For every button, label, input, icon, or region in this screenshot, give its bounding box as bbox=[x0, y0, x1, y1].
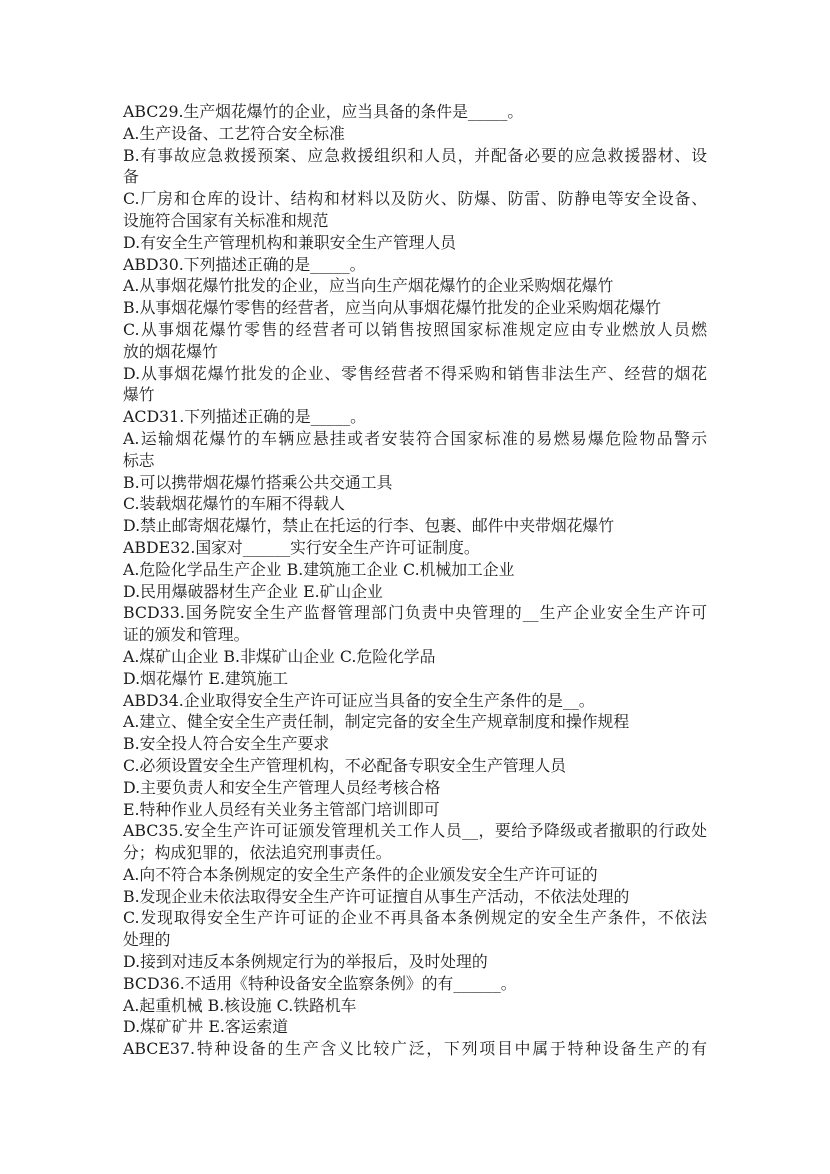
question-stem bbox=[123, 254, 707, 276]
answer-option-line: A.运输烟花爆竹的车辆应悬挂或者安装符合国家标准的易燃易爆危险物品警示 bbox=[123, 428, 707, 448]
question-stem bbox=[123, 101, 707, 123]
question-block bbox=[123, 101, 707, 254]
answer-option-line: A.起重机械 B.核设施 C.铁路机车 bbox=[123, 995, 357, 1015]
answer-option bbox=[123, 711, 707, 733]
answer-option bbox=[123, 515, 707, 537]
answer-option-line: 备 bbox=[123, 167, 139, 187]
answer-option bbox=[123, 472, 707, 494]
answer-option bbox=[123, 145, 707, 189]
question-block bbox=[123, 254, 707, 407]
answer-option-line: B.可以携带烟花爆竹搭乘公共交通工具 bbox=[123, 472, 393, 492]
answer-option bbox=[123, 907, 707, 951]
question-block bbox=[123, 690, 707, 821]
answer-option-line: D.主要负责人和安全生产管理人员经考核合格 bbox=[123, 777, 441, 797]
answer-option-line: B.从事烟花爆竹零售的经营者，应当向从事烟花爆竹批发的企业采购烟花爆竹 bbox=[123, 298, 661, 318]
answer-option bbox=[123, 493, 707, 515]
answer-option bbox=[123, 232, 707, 254]
question-stem-line: ABD34.企业取得安全生产许可证应当具备的安全生产条件的是__。 bbox=[123, 690, 595, 710]
question-stem-line: ABDE32.国家对______实行安全生产许可证制度。 bbox=[123, 537, 480, 557]
question-stem bbox=[123, 973, 707, 995]
question-stem bbox=[123, 820, 707, 864]
question-stem bbox=[123, 1038, 707, 1060]
answer-option-line: 设施符合国家有关标准和规范 bbox=[123, 210, 329, 230]
question-stem bbox=[123, 602, 707, 646]
document-page bbox=[123, 101, 707, 1060]
answer-option-line: 标志 bbox=[123, 450, 155, 470]
question-stem-line: ACD31.下列描述正确的是_____。 bbox=[123, 407, 366, 427]
answer-option-line: A.向不符合本条例规定的安全生产条件的企业颁发安全生产许可证的 bbox=[123, 864, 598, 884]
answer-option-line: A.危险化学品生产企业 B.建筑施工企业 C.机械加工企业 bbox=[123, 559, 515, 579]
answer-option bbox=[123, 428, 707, 472]
answer-option-line: D.从事烟花爆竹批发的企业、零售经营者不得采购和销售非法生产、经营的烟花 bbox=[123, 363, 707, 383]
question-stem-line: ABD30.下列描述正确的是_____。 bbox=[123, 254, 366, 274]
question-block bbox=[123, 537, 707, 602]
answer-option-line: D.煤矿矿井 E.客运索道 bbox=[123, 1017, 289, 1037]
question-block bbox=[123, 406, 707, 537]
answer-option bbox=[123, 864, 707, 886]
answer-option bbox=[123, 886, 707, 908]
answer-option bbox=[123, 297, 707, 319]
question-block bbox=[123, 1038, 707, 1060]
question-stem-line: 证的颁发和管理。 bbox=[123, 625, 250, 645]
answer-option bbox=[123, 275, 707, 297]
answer-option-line: B.有事故应急救援预案、应急救援组织和人员，并配备必要的应急救援器材、设 bbox=[123, 145, 707, 165]
answer-option bbox=[123, 188, 707, 232]
question-block bbox=[123, 820, 707, 973]
answer-option-line: B.安全投人符合安全生产要求 bbox=[123, 734, 330, 754]
answer-option bbox=[123, 799, 707, 821]
answer-option bbox=[123, 755, 707, 777]
answer-option-line: D.禁止邮寄烟花爆竹，禁止在托运的行李、包裹、邮件中夹带烟花爆竹 bbox=[123, 516, 615, 536]
answer-option-line: D.有安全生产管理机构和兼职安全生产管理人员 bbox=[123, 232, 457, 252]
question-stem bbox=[123, 537, 707, 559]
answer-option-line: D.烟花爆竹 E.建筑施工 bbox=[123, 668, 289, 688]
answer-option-line: C.装载烟花爆竹的车厢不得载人 bbox=[123, 494, 345, 514]
answer-option-line: C.必须设置安全生产管理机构，不必配备专职安全生产管理人员 bbox=[123, 755, 567, 775]
question-stem-line: ABCE37.特种设备的生产含义比较广泛，下列项目中属于特种设备生产的有 bbox=[123, 1039, 707, 1059]
answer-option bbox=[123, 559, 707, 581]
answer-option-line: D.民用爆破器材生产企业 E.矿山企业 bbox=[123, 581, 383, 601]
answer-option-line: A.煤矿山企业 B.非煤矿山企业 C.危险化学品 bbox=[123, 646, 436, 666]
answer-option-line: 爆竹 bbox=[123, 385, 155, 405]
answer-option-line: C.发现取得安全生产许可证的企业不再具备本条例规定的安全生产条件，不依法 bbox=[123, 908, 707, 928]
answer-option-line: 放的烟花爆竹 bbox=[123, 341, 218, 361]
answer-option bbox=[123, 733, 707, 755]
answer-option-line: A.从事烟花爆竹批发的企业，应当向生产烟花爆竹的企业采购烟花爆竹 bbox=[123, 276, 614, 296]
answer-option-line: E.特种作业人员经有关业务主管部门培训即可 bbox=[123, 799, 440, 819]
question-stem bbox=[123, 406, 707, 428]
answer-option-line: A.建立、健全安全生产责任制，制定完备的安全生产规章制度和操作规程 bbox=[123, 712, 630, 732]
question-stem-line: 分；构成犯罪的，依法追究刑事责任。 bbox=[123, 843, 392, 863]
answer-option bbox=[123, 777, 707, 799]
question-stem-line: ABC35.安全生产许可证颁发管理机关工作人员__，要给予降级或者撤职的行政处 bbox=[123, 821, 707, 841]
answer-option bbox=[123, 363, 707, 407]
question-stem-line: ABC29.生产烟花爆竹的企业，应当具备的条件是_____。 bbox=[123, 102, 524, 121]
answer-option-line: A.生产设备、工艺符合安全标准 bbox=[123, 123, 345, 143]
answer-option bbox=[123, 646, 707, 668]
answer-option bbox=[123, 581, 707, 603]
question-stem bbox=[123, 690, 707, 712]
answer-option bbox=[123, 951, 707, 973]
question-stem-line: BCD36.不适用《特种设备安全监察条例》的有______。 bbox=[123, 973, 517, 993]
question-block bbox=[123, 973, 707, 1038]
answer-option-line: D.接到对违反本条例规定行为的举报后，及时处理的 bbox=[123, 952, 488, 972]
answer-option-line: C.厂房和仓库的设计、结构和材料以及防火、防爆、防雷、防静电等安全设备、 bbox=[123, 189, 707, 209]
answer-option bbox=[123, 1016, 707, 1038]
answer-option bbox=[123, 995, 707, 1017]
question-stem-line: BCD33.国务院安全生产监督管理部门负责中央管理的__生产企业安全生产许可 bbox=[123, 603, 707, 623]
answer-option bbox=[123, 319, 707, 363]
answer-option bbox=[123, 668, 707, 690]
answer-option bbox=[123, 123, 707, 145]
question-block bbox=[123, 602, 707, 689]
answer-option-line: C.从事烟花爆竹零售的经营者可以销售按照国家标准规定应由专业燃放人员燃 bbox=[123, 319, 707, 339]
answer-option-line: 处理的 bbox=[123, 930, 171, 950]
answer-option-line: B.发现企业未依法取得安全生产许可证擅自从事生产活动，不依法处理的 bbox=[123, 886, 630, 906]
